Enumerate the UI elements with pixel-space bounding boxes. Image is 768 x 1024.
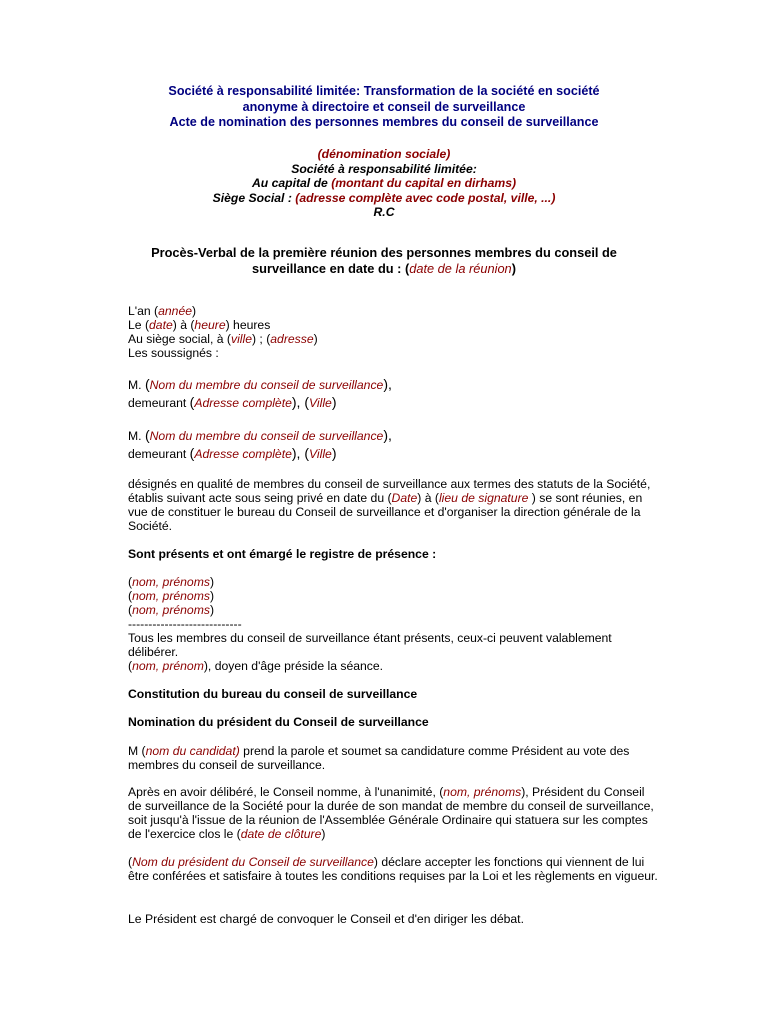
le-label: Le ( [128,318,150,332]
member-1-name-line [128,376,658,394]
company-siege [0,191,768,206]
company-denomination: (dénomination sociale) [317,147,451,161]
member-2-close: ), [383,427,392,443]
title-line-1: Société à responsabilité limitée: Transformation de la société en société [168,84,600,98]
member-1-address-line [128,394,658,412]
doyen-line: (nom, prénom), doyen d'âge préside la séance. [128,659,384,673]
quorum-text: Tous les membres du conseil de surveillance étant présents, ceux-ci peuvent valablement délibérer. [128,631,612,659]
designes-date: Date [391,491,418,505]
deliberation-text-2: ), Président du Conseil de surveillance de la Société pour la durée de son mandat de membre du conseil de surveillance, soit jusqu'à l'issue de la réunion de l'Assemblée Générale Ordinaire qui statuera sur les comptes de l'exercice clos le ( [128,785,654,841]
an-suffix: ) [192,304,197,318]
an-label: L'an ( [128,304,159,318]
doyen-name: nom, prénom [132,659,204,673]
company-capital [0,176,768,191]
intro-le [128,318,658,332]
member-1-dem-mid: ), ( [291,394,309,410]
member-1-dem-open: ( [189,394,195,410]
capital-label: Au capital de [251,176,332,190]
member-2-dem-prefix: demeurant [128,447,190,461]
member-2-name: Nom du membre du conseil de surveillance [149,429,384,443]
deliberation-paragraph [128,785,658,841]
member-2-city: Ville [309,447,332,461]
designes-paragraph [128,477,658,533]
deliberation-text-3: ) [321,827,326,841]
member-2-address: Adresse complète [194,447,292,461]
doyen-text: ), doyen d'âge préside la séance. [203,659,384,673]
member-2 [128,427,658,463]
pv-heading-prefix: surveillance en date du : ( [252,261,410,276]
presence-item: (nom, prénoms) [128,575,215,589]
an-value: année [158,304,192,318]
presence-item: (nom, prénoms) [128,589,215,603]
title-line-3: Acte de nomination des personnes membres du conseil de surveillance [169,115,599,129]
member-1-city: Ville [309,396,332,410]
candidat-text: prend la parole et soumet sa candidature comme Président au vote des membres du conseil de surveillance. [128,744,630,772]
member-1-close: ), [383,376,392,392]
adresse-value: adresse [270,332,314,346]
presence-item: (nom, prénoms) [128,603,215,617]
siege-label: Siège Social : [212,190,296,205]
acceptation-name: Nom du président du Conseil de surveillance [132,855,374,869]
pv-heading-line-1: Procès-Verbal de la première réunion des personnes membres du conseil de [151,245,617,260]
heure-value: heure [194,318,226,332]
designes-text-1: désignés en qualité de membres du conseil de surveillance aux termes des statuts de la Société, établis suivant acte sous seing privé en date du ( [128,477,651,505]
acceptation-open: ( [128,855,133,869]
siege-value: (adresse complète avec code postal, ville, ...) [295,190,556,205]
intro-siege [128,332,658,346]
member-2-dem-mid: ), ( [291,445,309,461]
deliberation-text-1: Après en avoir délibéré, le Conseil nomme, à l'unanimité, ( [128,785,444,799]
member-2-dem-close: ) [331,445,337,461]
date-value: date [149,318,173,332]
siege-intro-label: Au siège social, à ( [128,332,231,346]
designes-text-2: ) à ( [417,491,439,505]
pv-date-value: date de la réunion [409,261,512,276]
a-label: ) à ( [172,318,195,332]
nomination-heading: Nomination du président du Conseil de surveillance [128,715,429,729]
member-2-open: ( [144,427,150,443]
member-2-name-line [128,427,658,445]
acceptation-paragraph [128,855,658,883]
company-rc: R.C [373,205,395,219]
presence-heading: Sont présents et ont émargé le registre de présence : [128,547,437,561]
separator-line: ---------------------------- [128,617,242,631]
deliberation-name: nom, prénoms [443,785,522,799]
candidat-paragraph [128,744,658,772]
intro-block [128,304,658,360]
member-2-prefix: M. [128,429,145,443]
presence-name-1: nom, prénoms [132,575,210,589]
member-1-open: ( [144,376,150,392]
presence-name-2: nom, prénoms [132,589,210,603]
capital-value: (montant du capital en dirhams) [331,176,517,190]
pv-heading-suffix: ) [511,261,516,276]
intro-soussignes: Les soussignés : [128,346,219,360]
document-title [0,84,768,131]
member-1-dem-close: ) [331,394,337,410]
siege-suffix: ) [313,332,318,346]
pv-heading [0,245,768,277]
ville-value: ville [230,332,252,346]
candidat-prefix: M ( [128,744,146,758]
designes-text-3: ) se sont réunies, en vue de constituer le bureau du Conseil de surveillance et d'organiser la direction générale de la Société. [128,491,643,533]
acceptation-text: ) déclare accepter les fonctions qui viennent de lui être conférées et satisfaire à toutes les conditions requises par la Loi et les règlements en vigueur. [128,855,658,883]
presence-name-3: nom, prénoms [132,603,210,617]
member-1-prefix: M. [128,378,145,392]
company-type: Société à responsabilité limitée: [291,161,477,176]
member-1-dem-prefix: demeurant [128,396,190,410]
constitution-heading: Constitution du bureau du conseil de surveillance [128,687,418,701]
final-paragraph: Le Président est chargé de convoquer le Conseil et d'en diriger les débat. [128,912,524,926]
member-1-address: Adresse complète [194,396,292,410]
title-line-2: anonyme à directoire et conseil de surveillance [242,99,526,114]
member-1-name: Nom du membre du conseil de surveillance [149,378,384,392]
heures-suffix: ) heures [225,318,271,332]
member-2-address-line [128,445,658,463]
candidat-name: nom du candidat) [145,744,240,758]
siege-sep: ) ; ( [251,332,271,346]
intro-an [128,304,658,318]
member-1 [128,376,658,412]
member-2-dem-open: ( [189,445,195,461]
pv-heading-line-2 [0,261,768,277]
deliberation-date: date de clôture [240,827,322,841]
designes-lieu: lieu de signature [438,491,529,505]
presence-list [128,575,658,673]
company-header [0,147,768,220]
